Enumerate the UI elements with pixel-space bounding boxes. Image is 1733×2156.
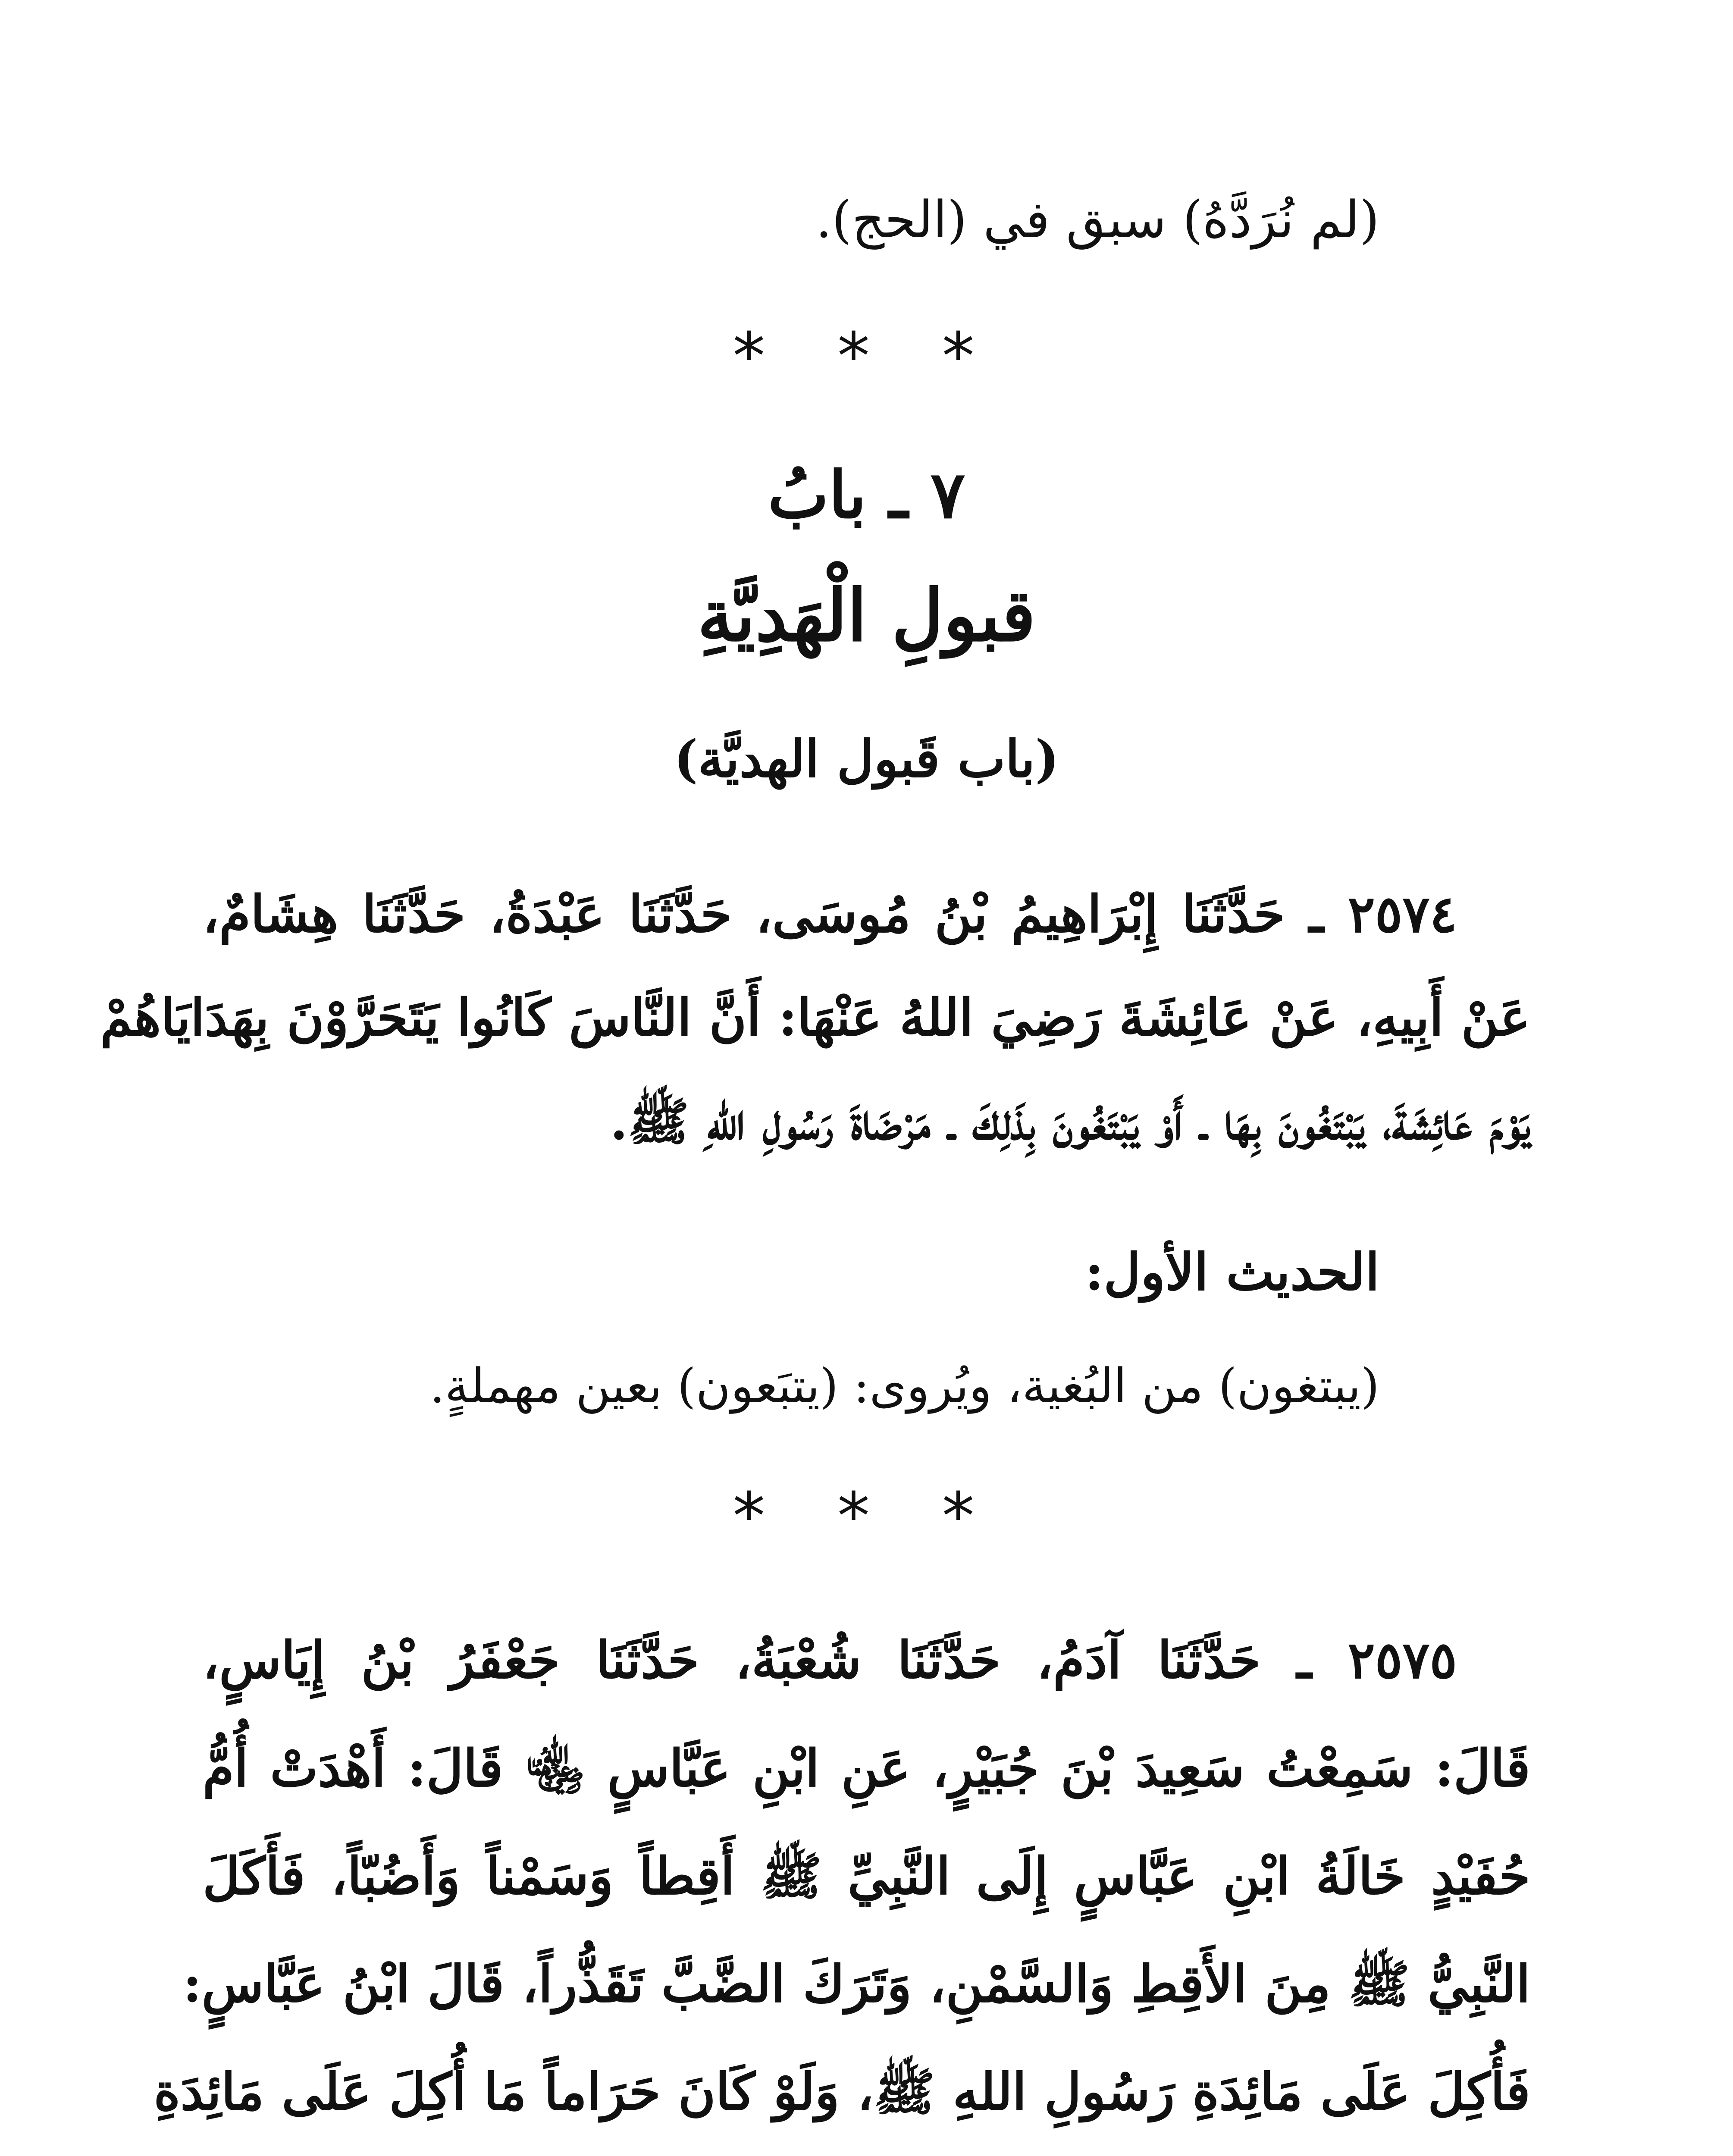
intro-line: (لم نُرَدَّهُ) سبق في (الحج).	[815, 190, 1379, 249]
separator-top: * * *	[733, 319, 1000, 394]
chapter-number: ٧ ـ بابُ	[768, 457, 965, 533]
hadith-2575-line: فَأُكِلَ عَلَى مَائِدَةِ رَسُولِ اللهِ ﷺ، وَلَوْ كَانَ حَرَاماً مَا أُكِلَ عَلَى مَائِدَةِ	[154, 2062, 1530, 2122]
hadith-2574-line: عَنْ أَبِيهِ، عَنْ عَائِشَةَ رَضِيَ اللهُ عَنْهَا: أَنَّ النَّاسَ كَانُوا يَتَحَرَّوْنَ بِهَدَايَاهُمْ	[100, 987, 1530, 1047]
hadith-2575-line: النَّبِيُّ ﷺ مِنَ الأَقِطِ وَالسَّمْنِ، وَتَرَكَ الضَّبَّ تَقَذُّراً، قَالَ ابْنُ عَبَّاسٍ:	[183, 1954, 1530, 2014]
hadith-2574-line: يَوْمَ عَائِشَةَ، يَبْتَغُونَ بِهَا ـ أَوْ يَبْتَغُونَ بِذَلِكَ ـ مَرْضَاةَ رَسُولِ اللهِ ﷺ.	[610, 1091, 1530, 1151]
chapter-title: قبولِ الْهَدِيَّةِ	[697, 573, 1036, 657]
hadith-2575-line: حُفَيْدٍ خَالَةُ ابْنِ عَبَّاسٍ إِلَى النَّبِيِّ ﷺ أَقِطاً وَسَمْناً وَأَضُبّاً، فَأَكَلَ	[203, 1846, 1530, 1906]
hadith-2574-line: ٢٥٧٤ ـ حَدَّثَنَا إِبْرَاهِيمُ بْنُ مُوسَى، حَدَّثَنَا عَبْدَةُ، حَدَّثَنَا هِشَامٌ،	[203, 884, 1457, 944]
hadith-2575-line: ٢٥٧٥ ـ حَدَّثَنَا آدَمُ، حَدَّثَنَا شُعْبَةُ، حَدَّثَنَا جَعْفَرُ بْنُ إِيَاسٍ،	[203, 1630, 1457, 1690]
hadith-2575-line: قَالَ: سَمِعْتُ سَعِيدَ بْنَ جُبَيْرٍ، عَنِ ابْنِ عَبَّاسٍ ﵄ قَالَ: أَهْدَتْ أُمُّ	[203, 1738, 1530, 1798]
chapter-subtitle: (باب قَبول الهديَّة)	[674, 729, 1059, 789]
commentary-text: (يبتغون) من البُغية، ويُروى: (يتبَعون) بعين مهملةٍ.	[429, 1358, 1379, 1413]
separator-bottom: * * *	[733, 1479, 1000, 1554]
commentary-heading: الحديث الأول:	[1085, 1242, 1379, 1302]
